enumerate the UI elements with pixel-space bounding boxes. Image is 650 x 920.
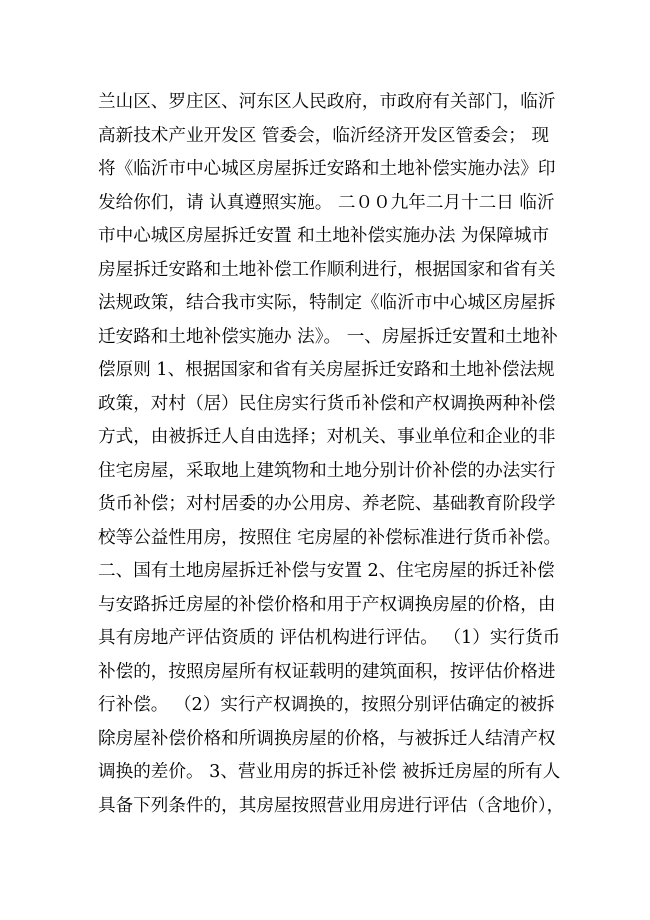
text-line: 与安路拆迁房屋的补偿价格和用于产权调换房屋的价格，由	[98, 594, 556, 615]
text-line: 偿原则 1、根据国家和省有关房屋拆迁安路和土地补偿法规	[98, 360, 555, 380]
text-line: 货币补偿；对村居委的办公用房、养老院、基础教育阶段学	[98, 494, 556, 514]
text-line: 补偿的，按照房屋所有权证载明的建筑面积，按评估价格进	[98, 661, 556, 682]
text-line: 房屋拆迁安路和土地补偿工作顺利进行，根据国家和省有关	[98, 259, 556, 280]
text-line: 政策，对村（居）民住房实行货币补偿和产权调换两种补偿	[98, 393, 556, 414]
text-line: 调换的差价。 3、营业用房的拆迁补偿 被拆迁房屋的所有人	[98, 762, 561, 782]
text-line: 除房屋补偿价格和所调换房屋的价格，与被拆迁人结清产权	[98, 728, 556, 749]
text-line: 市中心城区房屋拆迁安置 和土地补偿实施办法 为保障城市	[98, 226, 550, 246]
text-line: 方式，由被拆迁人自由选择；对机关、事业单位和企业的非	[98, 427, 556, 447]
text-line: 行补偿。 （2）实行产权调换的，按照分别评估确定的被拆	[98, 695, 555, 715]
text-line: 二、国有土地房屋拆迁补偿与安置 2、住宅房屋的拆迁补偿	[98, 561, 555, 581]
text-line: 法规政策，结合我市实际，特制定《临沂市中心城区房屋拆	[98, 293, 556, 313]
text-line: 具有房地产评估资质的 评估机构进行评估。 （1）实行货币	[98, 628, 561, 648]
text-line: 具备下列条件的，其房屋按照营业用房进行评估（含地价），	[98, 795, 565, 816]
text-line: 兰山区、罗庄区、河东区人民政府，市政府有关部门，临沂	[98, 92, 556, 112]
text-line: 发给你们，请 认真遵照实施。 二００九年二月十二日 临沂	[98, 192, 555, 213]
text-line: 将《临沂市中心城区房屋拆迁安路和土地补偿实施办法》印	[98, 159, 556, 179]
text-line: 迁安路和土地补偿实施办 法》。 一、房屋拆迁安置和土地补	[98, 326, 558, 347]
text-line: 高新技术产业开发区 管委会，临沂经济开发区管委会； 现	[98, 125, 550, 146]
text-line: 住宅房屋，采取地上建筑物和土地分别计价补偿的办法实行	[98, 460, 556, 481]
body-text	[98, 86, 568, 823]
text-line: 校等公益性用房，按照住 宅房屋的补偿标准进行货币补偿。	[98, 527, 562, 548]
